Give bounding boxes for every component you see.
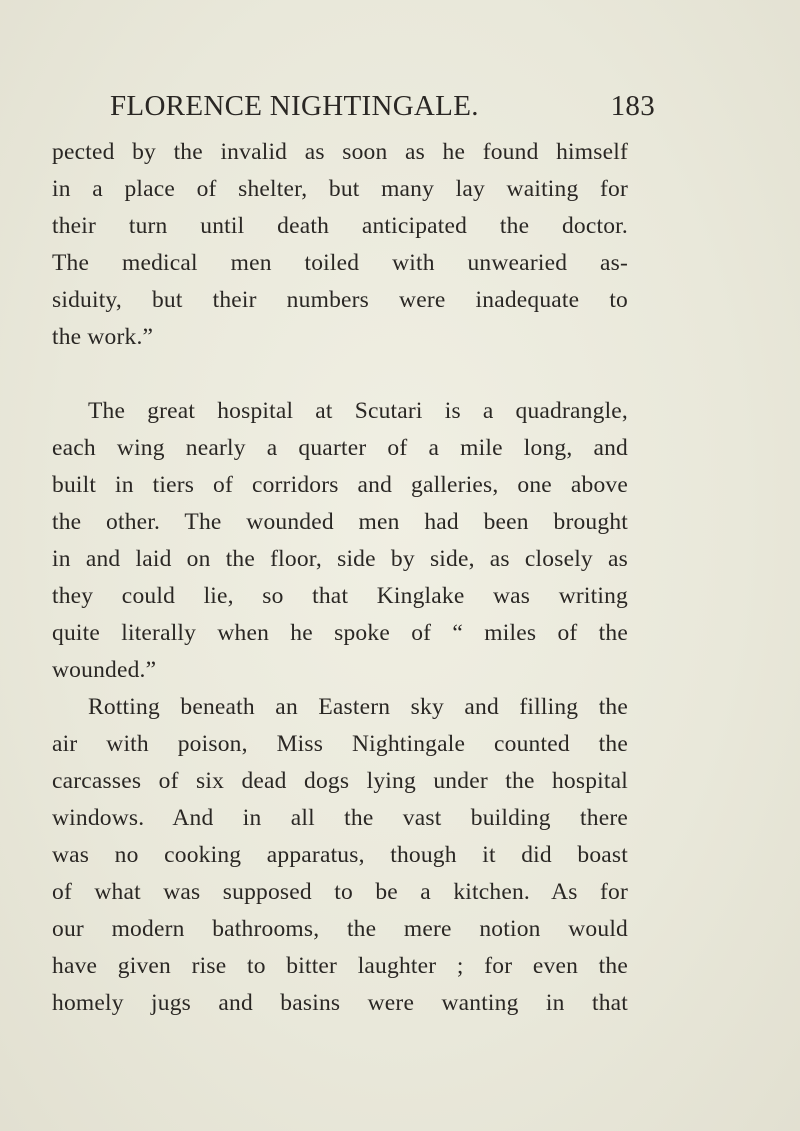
- text-line: The medical men toiled with unwearied as-: [52, 250, 628, 276]
- text-line: have given rise to bitter laughter ; for even the: [52, 953, 628, 979]
- text-line: wounded.”: [52, 657, 157, 683]
- text-line: quite literally when he spoke of “ miles of the: [52, 620, 628, 646]
- text-line: air with poison, Miss Nightingale counted the: [52, 731, 628, 757]
- running-header: [110, 90, 655, 130]
- text-line: our modern bathrooms, the mere notion would: [52, 916, 628, 942]
- running-title: FLORENCE NIGHTINGALE.: [110, 90, 479, 122]
- text-line: they could lie, so that Kinglake was writing: [52, 583, 628, 609]
- text-line: pected by the invalid as soon as he found himself: [52, 139, 628, 165]
- text-line: carcasses of six dead dogs lying under the hospital: [52, 768, 628, 794]
- text-line: the other. The wounded men had been brought: [52, 509, 628, 535]
- text-line: the work.”: [52, 324, 154, 350]
- text-line: windows. And in all the vast building there: [52, 805, 628, 831]
- text-line: of what was supposed to be a kitchen. As for: [52, 879, 628, 905]
- page-number: 183: [610, 90, 655, 122]
- text-line: Rotting beneath an Eastern sky and filling the: [88, 694, 628, 720]
- text-line: in and laid on the floor, side by side, as closely as: [52, 546, 628, 572]
- text-line: their turn until death anticipated the doctor.: [52, 213, 628, 239]
- text-line: was no cooking apparatus, though it did boast: [52, 842, 628, 868]
- text-line: built in tiers of corridors and galleries, one above: [52, 472, 628, 498]
- text-line: homely jugs and basins were wanting in that: [52, 990, 628, 1016]
- text-line: siduity, but their numbers were inadequate to: [52, 287, 628, 313]
- text-line: each wing nearly a quarter of a mile long, and: [52, 435, 628, 461]
- text-line: The great hospital at Scutari is a quadrangle,: [88, 398, 628, 424]
- text-line: in a place of shelter, but many lay waiting for: [52, 176, 628, 202]
